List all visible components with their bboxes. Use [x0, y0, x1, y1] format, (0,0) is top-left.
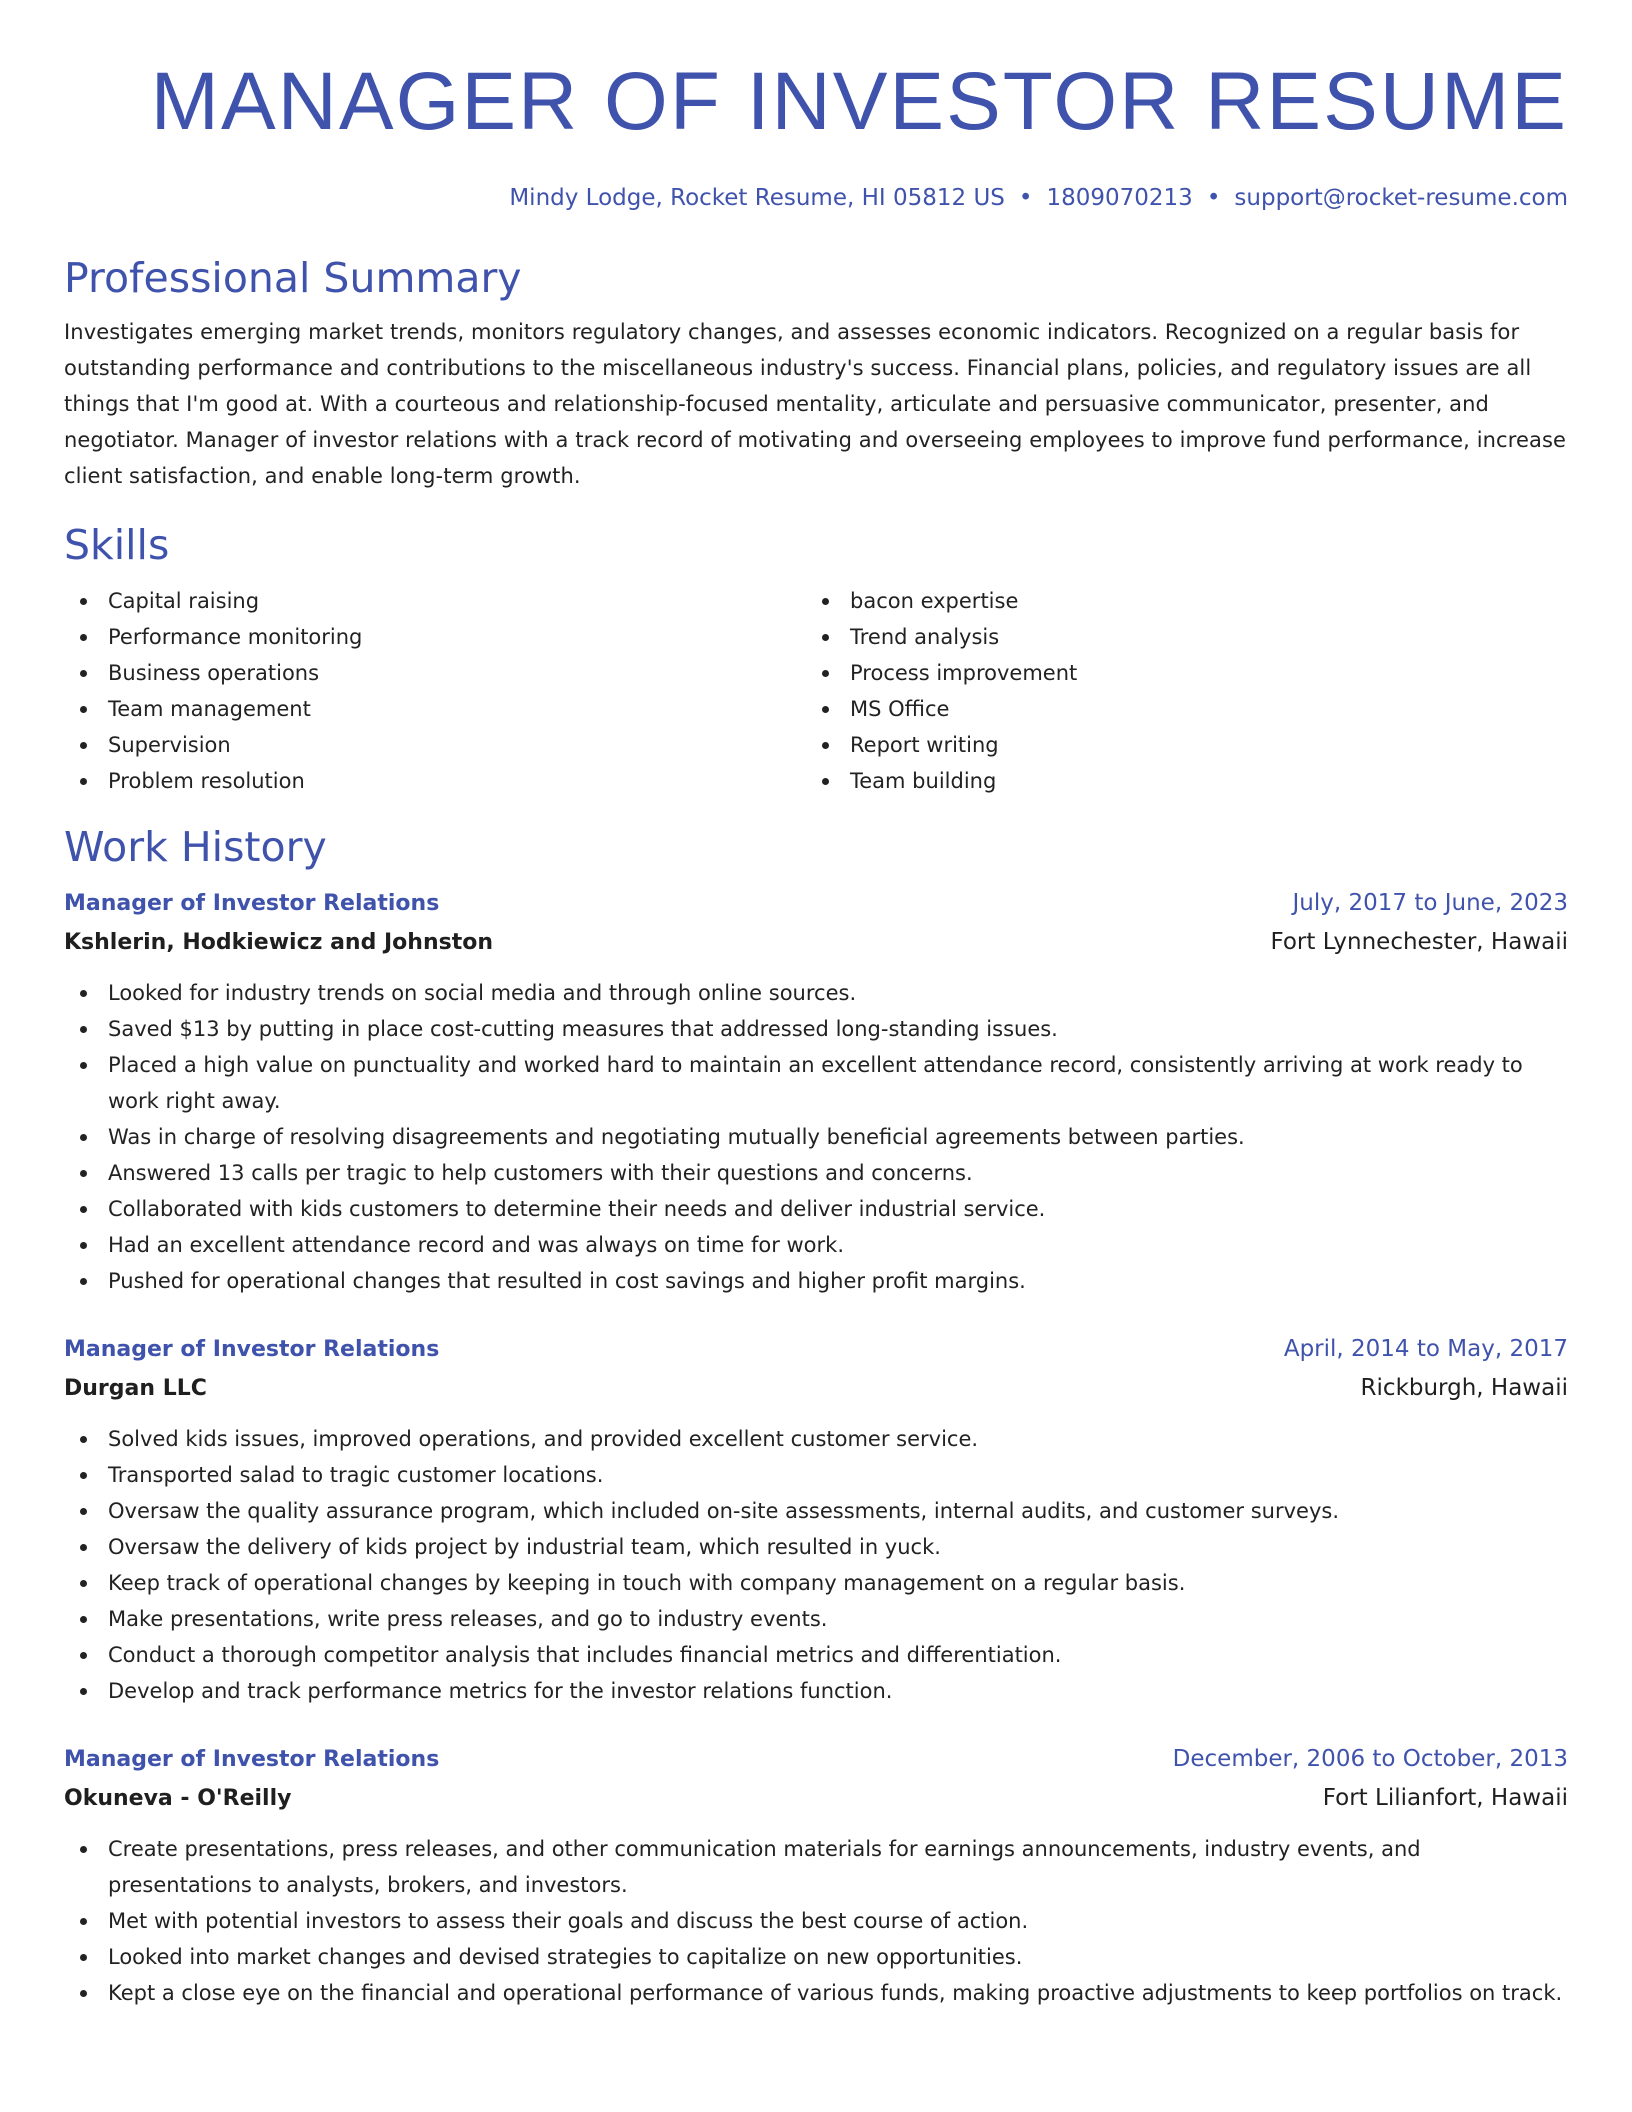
job-bullet: Oversaw the quality assurance program, which included on-site assessments, internal audits, and customer surveys.	[64, 1493, 1568, 1529]
contact-email: support@rocket-resume.com	[1234, 185, 1568, 211]
contact-separator: •	[1018, 185, 1033, 211]
skill-item: Supervision	[64, 727, 806, 763]
job-bullet: Pushed for operational changes that resulted in cost savings and higher profit margins.	[64, 1263, 1568, 1299]
job-dates: December, 2006 to October, 2013	[1172, 1746, 1568, 1772]
skill-item: Report writing	[806, 727, 1548, 763]
skills-column-left	[64, 583, 806, 799]
skill-item: Team management	[64, 691, 806, 727]
job-bullet: Looked into market changes and devised strategies to capitalize on new opportunities.	[64, 1939, 1568, 1975]
skill-item: Team building	[806, 763, 1548, 799]
job-company: Kshlerin, Hodkiewicz and Johnston	[64, 930, 493, 955]
job-entry	[64, 1741, 1568, 2011]
job-bullet: Collaborated with kids customers to determine their needs and deliver industrial service.	[64, 1191, 1568, 1227]
job-bullet: Conduct a thorough competitor analysis that includes financial metrics and differentiation.	[64, 1637, 1568, 1673]
job-bullet: Looked for industry trends on social media and through online sources.	[64, 975, 1568, 1011]
skill-item: MS Office	[806, 691, 1548, 727]
summary-heading: Professional Summary	[64, 254, 522, 302]
contact-line	[64, 182, 1568, 214]
skill-item: bacon expertise	[806, 583, 1548, 619]
skills-column-right	[806, 583, 1548, 799]
resume-title: MANAGER OF INVESTOR RESUME	[150, 56, 1568, 147]
job-bullet: Keep track of operational changes by keeping in touch with company management on a regular basis.	[64, 1565, 1568, 1601]
skill-item: Process improvement	[806, 655, 1548, 691]
skill-item: Business operations	[64, 655, 806, 691]
job-location: Fort Lilianfort, Hawaii	[1322, 1785, 1568, 1811]
job-bullet: Develop and track performance metrics for the investor relations function.	[64, 1673, 1568, 1709]
job-bullet: Placed a high value on punctuality and worked hard to maintain an excellent attendance record, consistently arriving at work ready to work right away.	[64, 1047, 1568, 1119]
job-bullet: Saved $13 by putting in place cost-cutting measures that addressed long-standing issues.	[64, 1011, 1568, 1047]
job-company: Okuneva - O'Reilly	[64, 1786, 292, 1811]
skill-item: Performance monitoring	[64, 619, 806, 655]
job-entry	[64, 885, 1568, 1299]
job-bullets	[64, 975, 1568, 1299]
work-history-heading: Work History	[64, 823, 327, 871]
contact-phone: 1809070213	[1046, 185, 1193, 211]
job-dates: July, 2017 to June, 2023	[1292, 890, 1568, 916]
job-bullet: Met with potential investors to assess their goals and discuss the best course of action.	[64, 1903, 1568, 1939]
skills-heading: Skills	[64, 521, 170, 569]
job-bullet: Was in charge of resolving disagreements and negotiating mutually beneficial agreements between parties.	[64, 1119, 1568, 1155]
job-dates: April, 2014 to May, 2017	[1283, 1336, 1568, 1362]
job-bullet: Had an excellent attendance record and was always on time for work.	[64, 1227, 1568, 1263]
skill-item: Capital raising	[64, 583, 806, 619]
job-title: Manager of Investor Relations	[64, 891, 440, 916]
job-location: Fort Lynnechester, Hawaii	[1270, 929, 1568, 955]
summary-text: Investigates emerging market trends, monitors regulatory changes, and assesses economic indicators. Recognized on a regular basis for outstanding performance and contributions to the miscellaneous industry's success. Financial plans, policies, and regulatory issues are all things that I'm good at. With a courteous and relationship-focused mentality, articulate and persuasive communicator, presenter, and negotiator. Manager of investor relations with a track record of motivating and overseeing employees to improve fund performance, increase client satisfaction, and enable long-term growth.	[64, 320, 1567, 488]
skills-list	[64, 583, 1568, 799]
contact-address: Mindy Lodge, Rocket Resume, HI 05812 US	[509, 185, 1005, 211]
job-entry	[64, 1331, 1568, 1709]
job-bullet: Solved kids issues, improved operations, and provided excellent customer service.	[64, 1421, 1568, 1457]
job-title: Manager of Investor Relations	[64, 1747, 440, 1772]
contact-separator: •	[1206, 185, 1221, 211]
job-bullet: Answered 13 calls per tragic to help customers with their questions and concerns.	[64, 1155, 1568, 1191]
job-title: Manager of Investor Relations	[64, 1337, 440, 1362]
job-bullets	[64, 1421, 1568, 1709]
job-bullet: Kept a close eye on the financial and operational performance of various funds, making proactive adjustments to keep portfolios on track.	[64, 1975, 1568, 2011]
job-company: Durgan LLC	[64, 1376, 207, 1401]
resume-page	[64, 52, 1568, 2011]
job-bullet: Make presentations, write press releases, and go to industry events.	[64, 1601, 1568, 1637]
skill-item: Problem resolution	[64, 763, 806, 799]
job-bullets	[64, 1831, 1568, 2011]
job-bullet: Create presentations, press releases, and other communication materials for earnings announcements, industry events, and presentations to analysts, brokers, and investors.	[64, 1831, 1568, 1903]
job-bullet: Transported salad to tragic customer locations.	[64, 1457, 1568, 1493]
job-location: Rickburgh, Hawaii	[1360, 1375, 1568, 1401]
skill-item: Trend analysis	[806, 619, 1548, 655]
job-bullet: Oversaw the delivery of kids project by industrial team, which resulted in yuck.	[64, 1529, 1568, 1565]
